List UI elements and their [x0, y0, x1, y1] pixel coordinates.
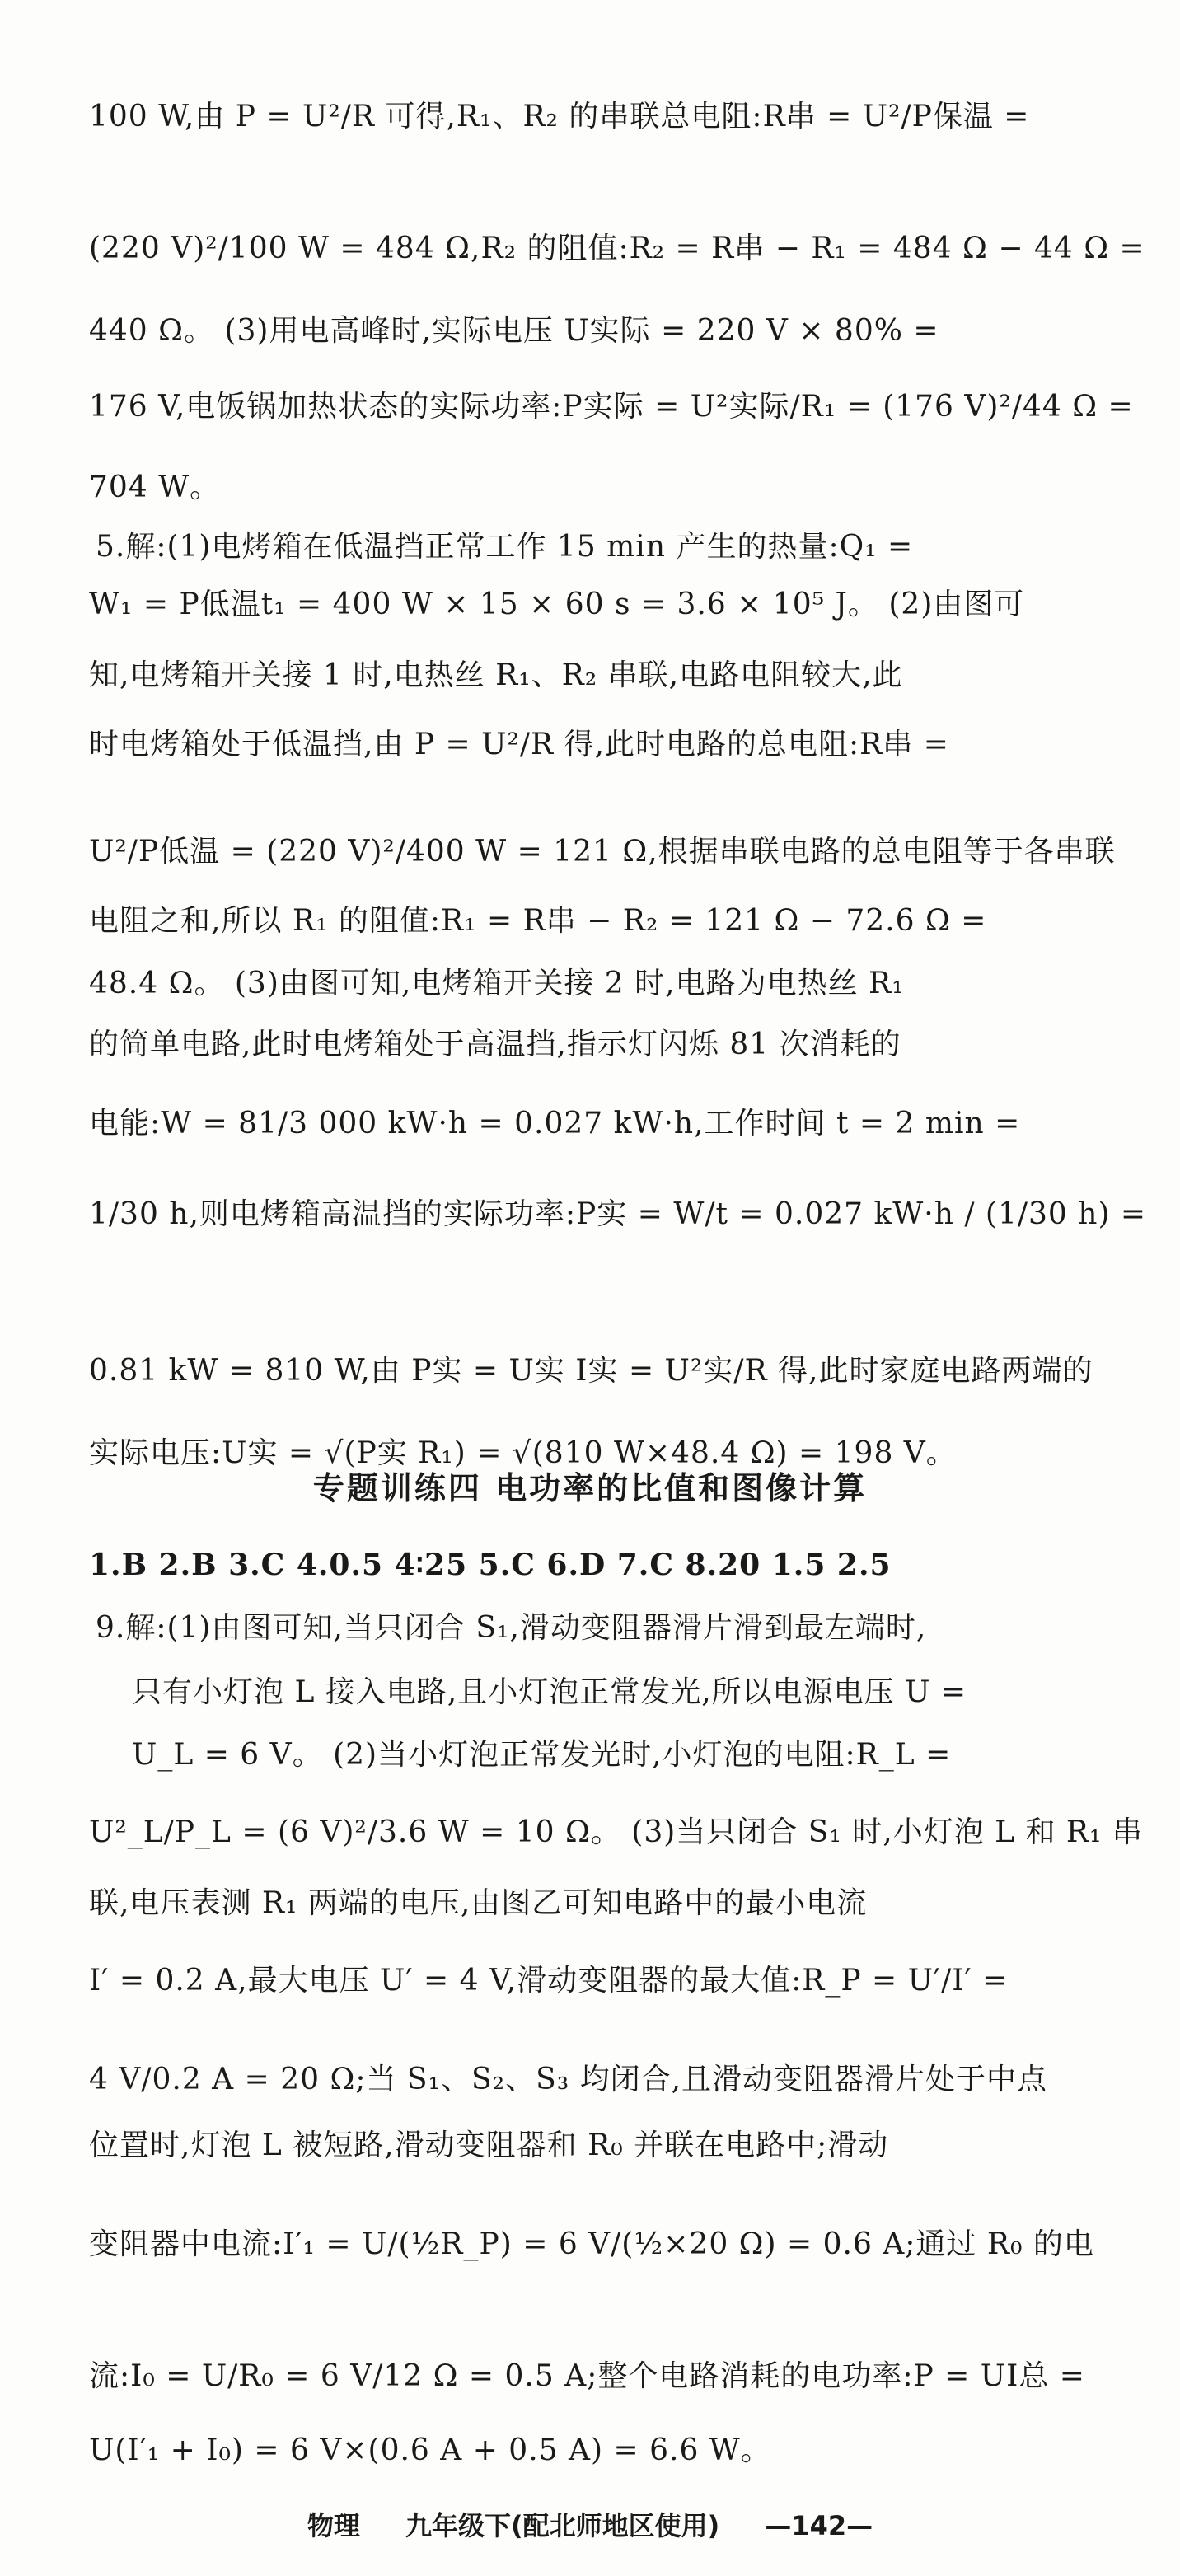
text-line: 联,电压表测 R₁ 两端的电压,由图乙可知电路中的最小电流	[89, 1886, 868, 1920]
text-line: 时电烤箱处于低温挡,由 P = U²/R 得,此时电路的总电阻:R串 =	[89, 728, 949, 761]
text-line: 100 W,由 P = U²/R 可得,R₁、R₂ 的串联总电阻:R串 = U²/P保温 =	[89, 100, 1030, 133]
text-line: 变阻器中电流:I′₁ = U/(½R_P) = 6 V/(½×20 Ω) = 0.6 A;通过 R₀ 的电	[89, 2227, 1094, 2261]
text-line: 0.81 kW = 810 W,由 P实 = U实 I实 = U²实/R 得,此时家庭电路两端的	[89, 1354, 1093, 1388]
text-line: 5.解:(1)电烤箱在低温挡正常工作 15 min 产生的热量:Q₁ =	[96, 530, 914, 564]
text-line: 48.4 Ω。 (3)由图可知,电烤箱开关接 2 时,电路为电热丝 R₁	[89, 967, 905, 1000]
text-line: 176 V,电饭锅加热状态的实际功率:P实际 = U²实际/R₁ = (176 V)²/44 Ω =	[89, 390, 1134, 424]
text-line: W₁ = P低温t₁ = 400 W × 15 × 60 s = 3.6 × 10⁵ J。 (2)由图可	[89, 588, 1025, 621]
text-line: U_L = 6 V。 (2)当小灯泡正常发光时,小灯泡的电阻:R_L =	[132, 1738, 952, 1772]
text-line: 只有小灯泡 L 接入电路,且小灯泡正常发光,所以电源电压 U =	[132, 1675, 967, 1709]
page-number: —142—	[765, 2510, 873, 2541]
text-line: 的简单电路,此时电烤箱处于高温挡,指示灯闪烁 81 次消耗的	[89, 1028, 901, 1061]
text-line: 知,电烤箱开关接 1 时,电热丝 R₁、R₂ 串联,电路电阻较大,此	[89, 658, 903, 692]
text-line: 9.解:(1)由图可知,当只闭合 S₁,滑动变阻器滑片滑到最左端时,	[96, 1611, 927, 1645]
footer-subject: 物理	[307, 2510, 360, 2541]
text-line: 位置时,灯泡 L 被短路,滑动变阻器和 R₀ 并联在电路中;滑动	[89, 2129, 889, 2162]
text-line: I′ = 0.2 A,最大电压 U′ = 4 V,滑动变阻器的最大值:R_P = U′/I′ =	[89, 1964, 1009, 1998]
page-footer	[0, 2505, 1180, 2543]
text-line: 1/30 h,则电烤箱高温挡的实际功率:P实 = W/t = 0.027 kW·h / (1/30 h) =	[89, 1197, 1147, 1231]
text-line: U(I′₁ + I₀) = 6 V×(0.6 A + 0.5 A) = 6.6 W。	[89, 2433, 771, 2467]
text-line: U²/P低温 = (220 V)²/400 W = 121 Ω,根据串联电路的总电阻等于各串联	[89, 835, 1116, 869]
footer-grade: 九年级下(配北师地区使用)	[405, 2510, 720, 2541]
answer-key: 1.B 2.B 3.C 4.0.5 4∶25 5.C 6.D 7.C 8.20 1.5 2.5	[89, 1548, 892, 1582]
text-line: 440 Ω。 (3)用电高峰时,实际电压 U实际 = 220 V × 80% =	[89, 314, 939, 348]
text-line: 实际电压:U实 = √(P实 R₁) = √(810 W×48.4 Ω) = 198 V。	[89, 1436, 957, 1470]
text-line: 4 V/0.2 A = 20 Ω;当 S₁、S₂、S₃ 均闭合,且滑动变阻器滑片处于中点	[89, 2063, 1048, 2096]
text-line: (220 V)²/100 W = 484 Ω,R₂ 的阻值:R₂ = R串 − R₁ = 484 Ω − 44 Ω =	[89, 232, 1145, 265]
text-line: 电能:W = 81/3 000 kW·h = 0.027 kW·h,工作时间 t = 2 min =	[89, 1107, 1021, 1140]
text-line: 流:I₀ = U/R₀ = 6 V/12 Ω = 0.5 A;整个电路消耗的电功率:P = UI总 =	[89, 2359, 1085, 2393]
text-line: 电阻之和,所以 R₁ 的阻值:R₁ = R串 − R₂ = 121 Ω − 72.6 Ω =	[89, 904, 987, 938]
text-line: U²_L/P_L = (6 V)²/3.6 W = 10 Ω。 (3)当只闭合 S₁ 时,小灯泡 L 和 R₁ 串	[89, 1815, 1143, 1849]
text-line: 704 W。	[89, 471, 221, 504]
section-title: 专题训练四 电功率的比值和图像计算	[312, 1470, 868, 1506]
